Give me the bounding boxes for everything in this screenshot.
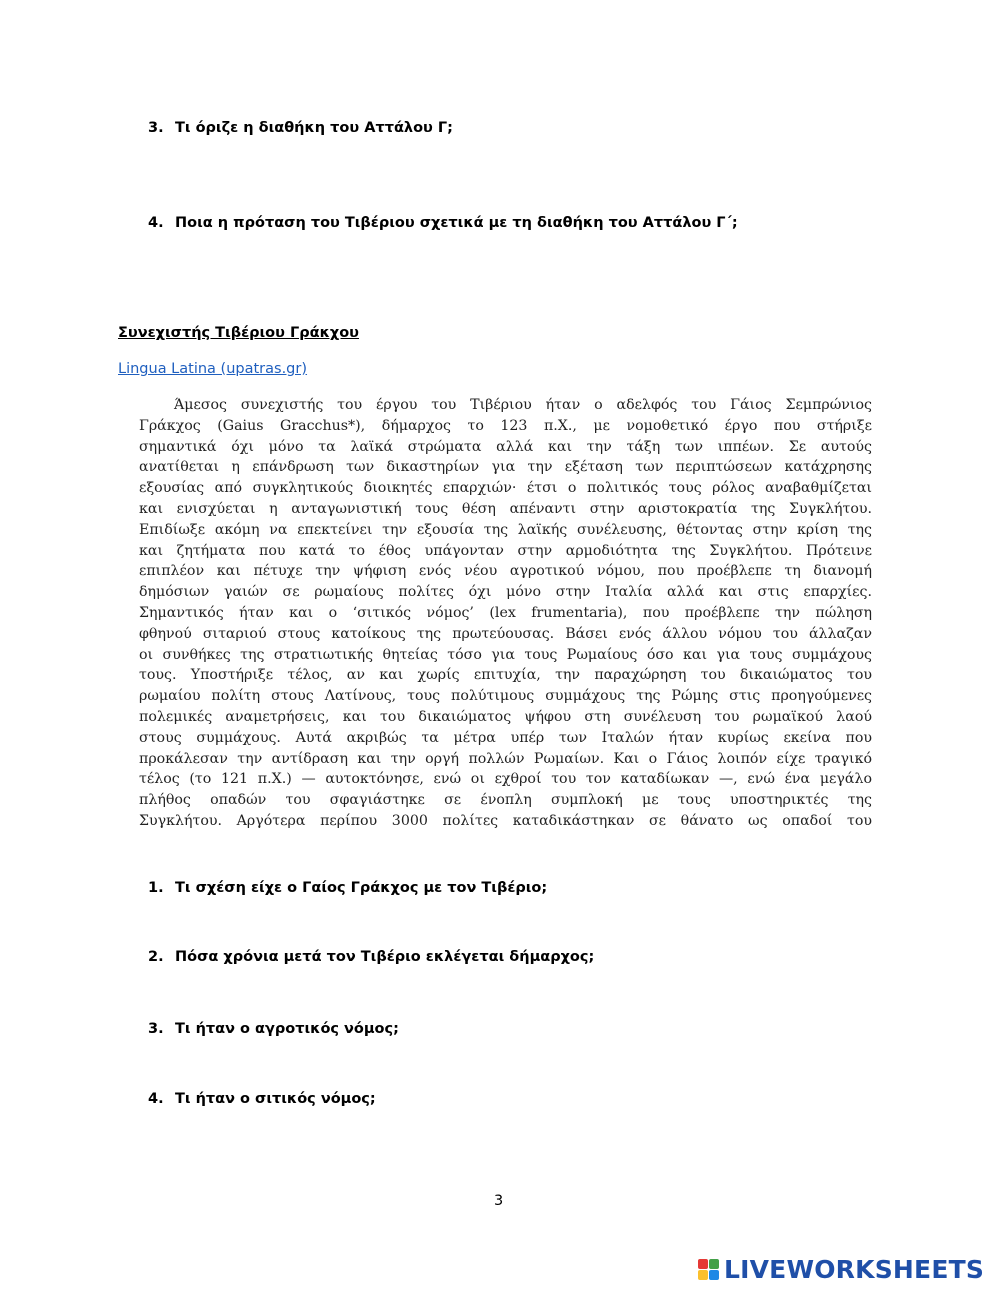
excerpt-line: Άμεσος συνεχιστής του έργου του Τιβέριου ήταν ο αδελφός του Γάιος Σεμπρώνιος — [174, 397, 872, 413]
question-number: 1. — [148, 880, 164, 896]
question-number: 3. — [148, 1021, 164, 1037]
excerpt-line: Συγκλήτου. Αργότερα περίπου 3000 πολίτες καταδικάστηκαν σε θάνατο ως οπαδοί του — [139, 812, 872, 829]
question-text: Τι όριζε η διαθήκη του Αττάλου Γ; — [175, 120, 453, 136]
question-number: 2. — [148, 949, 164, 965]
question-3-top — [148, 120, 453, 136]
question-number: 4. — [148, 215, 164, 231]
excerpt-line: προκάλεσαν την αντίδραση και την οργή πολλών Ρωμαίων. Και ο Γάιος λοιπόν είχε τραγικό — [139, 750, 872, 767]
excerpt-line: επιπλέον και πέτυχε την ψήφιση ενός νέου αγροτικού νόμου, που προέβλεπε τη διανομή — [139, 563, 872, 580]
excerpt-line: Γράκχος (Gaius Gracchus*), δήμαρχος το 123 π.Χ., με νομοθετικό έργο που στήριξε — [139, 417, 872, 434]
logo-square — [698, 1259, 708, 1269]
excerpt-line: στους συμμάχους. Αυτά ακριβώς τα μέτρα υπέρ των Ιταλών ήταν κυρίως εκείνα που — [139, 729, 872, 746]
question-text: Πόσα χρόνια μετά τον Τιβέριο εκλέγεται δήμαρχος; — [175, 949, 595, 965]
excerpt-line: πολεμικές αναμετρήσεις, και του δικαιώματος ψήφου στη συνέλευση του ρωμαϊκού λαού — [139, 708, 872, 725]
excerpt-line: εξουσίας από συγκλητικούς διοικητές επαρχιών· έτσι ο πολιτικός τους ρόλος αναβαθμίζεται — [139, 480, 872, 497]
question-text: Ποια η πρόταση του Τιβέριου σχετικά με τη διαθήκη του Αττάλου Γ΄; — [175, 215, 738, 231]
question-text: Τι ήταν ο σιτικός νόμος; — [175, 1091, 376, 1107]
page-number: 3 — [494, 1193, 504, 1209]
question-2-bottom — [148, 949, 594, 965]
excerpt-line: ρωμαίου πολίτη στους Λατίνους, τους πολύτιμους συμμάχους της Ρώμης στις προηγούμενες — [139, 688, 872, 705]
question-text: Τι σχέση είχε ο Γαίος Γράκχος με τον Τιβέριο; — [175, 880, 548, 896]
logo-square — [698, 1270, 708, 1280]
question-text: Τι ήταν ο αγροτικός νόμος; — [175, 1021, 399, 1037]
question-number: 4. — [148, 1091, 164, 1107]
brand-text: LIVEWORKSHEETS — [724, 1254, 985, 1284]
excerpt-line: πλήθος οπαδών του σφαγιάστηκε σε ένοπλη συμπλοκή με τους υποστηρικτές της — [139, 792, 872, 809]
logo-square — [709, 1259, 719, 1269]
excerpt-line: σημαντικά όχι μόνο τα λαϊκά στρώματα αλλά και την τάξη των ιππέων. Σε αυτούς — [139, 438, 872, 455]
section-heading: Συνεχιστής Τιβέριου Γράκχου — [118, 325, 359, 341]
excerpt-text — [139, 395, 872, 832]
excerpt-line: τέλος (το 121 π.Χ.) — αυτοκτόνησε, ενώ οι εχθροί του τον καταδίωκαν —, ενώ ένα μεγάλο — [139, 771, 872, 788]
liveworksheets-brand[interactable] — [698, 1255, 984, 1283]
excerpt-line: ανατίθεται η επάνδρωση των δικαστηρίων για την εξέταση των περιπτώσεων κατάχρησης — [139, 459, 872, 476]
liveworksheets-logo-icon — [698, 1259, 719, 1280]
excerpt-line: Σημαντικός ήταν και ο ‘σιτικός νόμος’ (lex frumentaria), που προέβλεπε την πώληση — [139, 604, 872, 621]
excerpt-line: και ενισχύεται η ανταγωνιστική τους θέση απέναντι στην αριστοκρατία της Συγκλήτου. — [139, 500, 872, 517]
question-4-top — [148, 215, 738, 231]
logo-square — [709, 1270, 719, 1280]
question-3-bottom — [148, 1021, 399, 1037]
excerpt-line: Επιδίωξε ακόμη να επεκτείνει την εξουσία της λαϊκής συνέλευσης, θέτοντας στην κρίση της — [139, 521, 872, 538]
excerpt-line: και ζητήματα που κατά το έθος υπάγονταν στην αρμοδιότητα της Συγκλήτου. Πρότεινε — [139, 542, 872, 559]
excerpt-line: δημόσιων γαιών σε ρωμαίους πολίτες όχι μόνο στην Ιταλία αλλά και στις επαρχίες. — [139, 584, 872, 601]
question-1-bottom — [148, 880, 547, 896]
question-4-bottom — [148, 1091, 376, 1107]
source-link[interactable]: Lingua Latina (upatras.gr) — [118, 361, 308, 377]
question-number: 3. — [148, 120, 164, 136]
excerpt-line: φθηνού σιταριού στους κατοίκους της πρωτεύουσας. Βάσει ενός άλλου νόμου του άλλαζαν — [139, 625, 872, 642]
excerpt-line: τους. Υποστήριξε τέλος, αν και χωρίς επιτυχία, την παραχώρηση του δικαιώματος του — [139, 667, 872, 684]
excerpt-line: οι συνθήκες της στρατιωτικής θητείας τόσο για τους Ρωμαίους όσο και για τους συμμάχους — [139, 646, 872, 663]
